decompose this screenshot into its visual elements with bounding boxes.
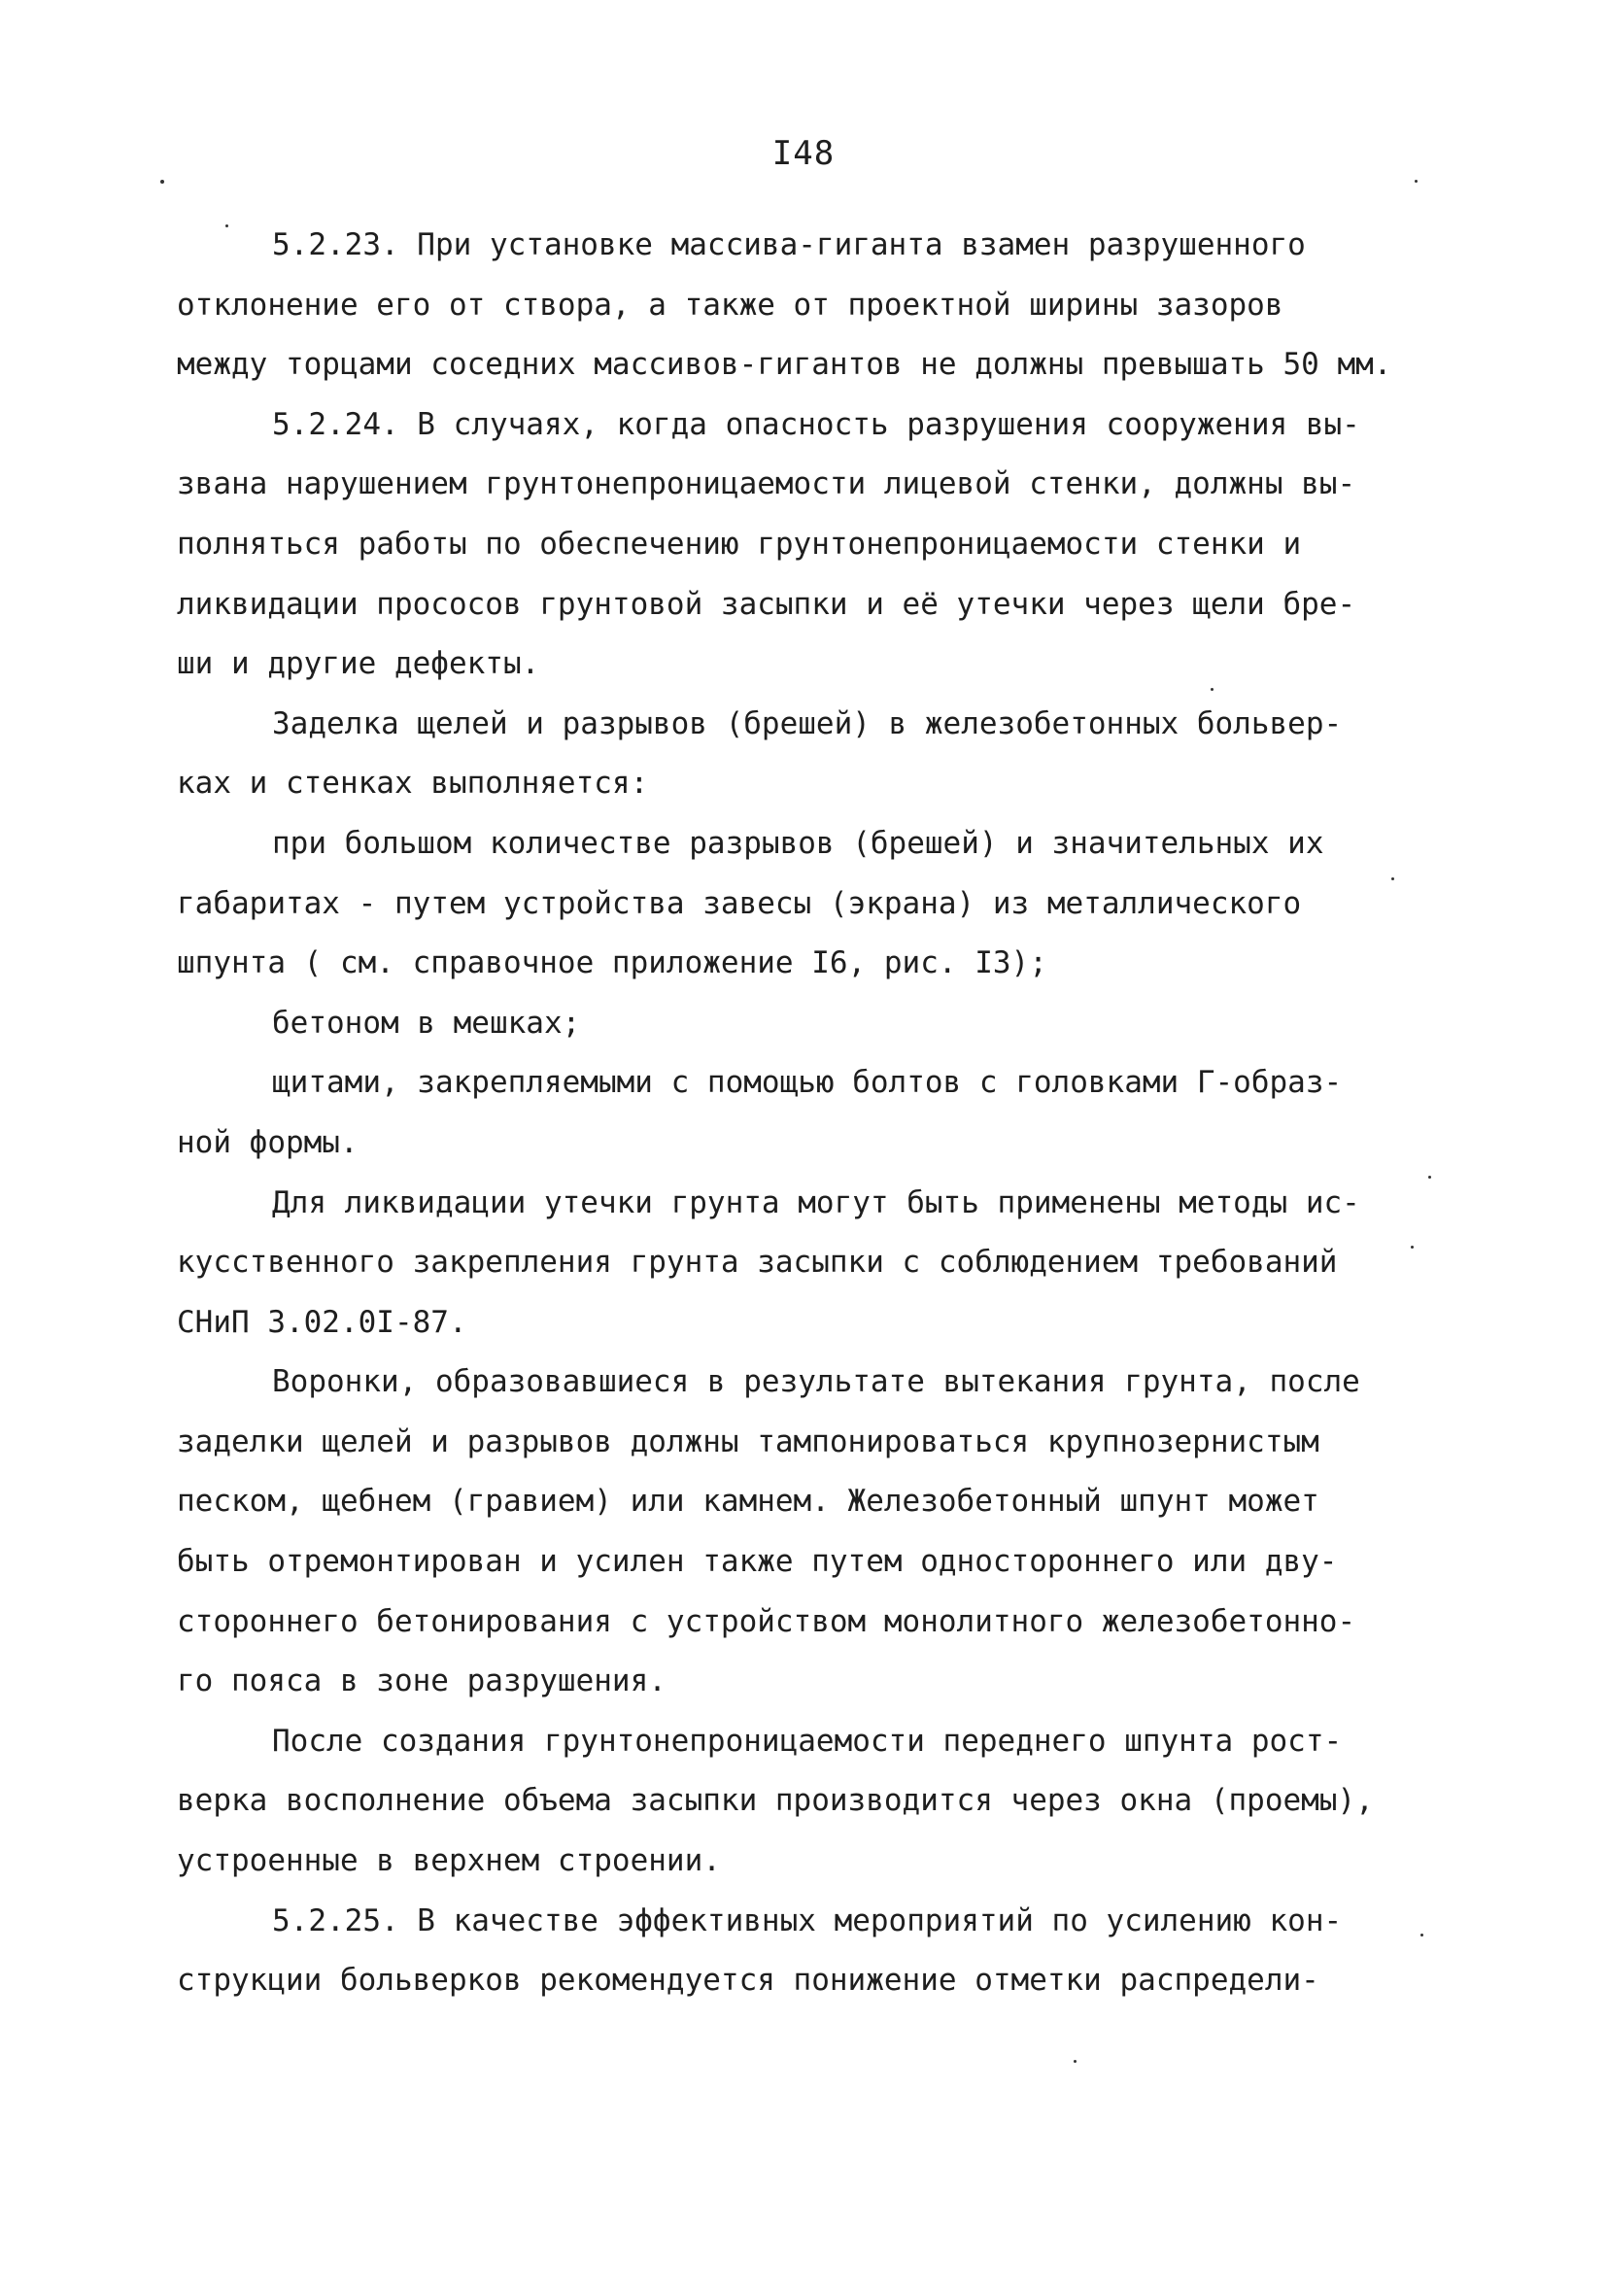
text-line: между торцами соседних массивов-гигантов не должны превышать 50 мм. <box>177 347 1392 383</box>
text-line: полняться работы по обеспечению грунтонепроницаемости стенки и <box>177 526 1302 562</box>
text-line: быть отремонтирован и усилен также путем одностороннего или дву- <box>177 1544 1338 1580</box>
text-line: ной формы. <box>177 1124 359 1160</box>
scan-speck <box>1428 1176 1431 1179</box>
text-line: устроенные в верхнем строении. <box>177 1843 721 1879</box>
text-line: заделки щелей и разрывов должны тампонироваться крупнозернистым <box>177 1423 1319 1459</box>
text-line: при большом количестве разрывов (брешей) и значительных их <box>272 825 1324 861</box>
text-line: Для ликвидации утечки грунта могут быть применены методы ис- <box>272 1184 1360 1220</box>
scan-speck <box>1074 2060 1077 2063</box>
text-line: кусственного закрепления грунта засыпки с соблюдением требований <box>177 1245 1338 1281</box>
scan-speck <box>1211 688 1214 691</box>
text-line: габаритах - путем устройства завесы (экрана) из металлического <box>177 885 1302 921</box>
text-line: верка восполнение объема засыпки производится через окна (проемы), <box>177 1783 1374 1819</box>
text-line: бетоном в мешках; <box>272 1005 581 1041</box>
text-line: шпунта ( см. справочное приложение I6, рис. I3); <box>177 945 1047 981</box>
text-line: ликвидации прососов грунтовой засыпки и её утечки через щели бре- <box>177 586 1356 622</box>
text-line: звана нарушением грунтонепроницаемости лицевой стенки, должны вы- <box>177 466 1356 502</box>
text-line: го пояса в зоне разрушения. <box>177 1663 667 1699</box>
text-line: щитами, закрепляемыми с помощью болтов с головками Г-образ- <box>272 1065 1343 1101</box>
text-line: СНиП 3.02.0I-87. <box>177 1304 467 1340</box>
text-line: Воронки, образовавшиеся в результате вытекания грунта, после <box>272 1364 1360 1400</box>
scan-speck <box>1391 877 1394 880</box>
page-number: I48 <box>771 134 836 173</box>
text-line: песком, щебнем (гравием) или камнем. Железобетонный шпунт может <box>177 1484 1319 1520</box>
scan-speck <box>160 180 164 184</box>
text-line: 5.2.23. При установке массива-гиганта взамен разрушенного <box>272 227 1306 262</box>
text-line: стороннего бетонирования с устройством монолитного железобетонно- <box>177 1603 1356 1639</box>
text-line: 5.2.24. В случаях, когда опасность разрушения сооружения вы- <box>272 406 1360 442</box>
text-line: Заделка щелей и разрывов (брешей) в железобетонных больвер- <box>272 705 1343 741</box>
scan-speck <box>225 224 228 227</box>
text-line: 5.2.25. В качестве эффективных мероприятий по усилению кон- <box>272 1902 1343 1938</box>
text-line: ках и стенках выполняется: <box>177 766 649 802</box>
scan-speck <box>1420 1934 1423 1936</box>
text-line: После создания грунтонепроницаемости переднего шпунта рост- <box>272 1723 1343 1759</box>
scan-speck <box>1411 1246 1414 1249</box>
text-line: отклонение его от створа, а также от проектной ширины зазоров <box>177 287 1283 323</box>
body-text <box>177 216 1430 2011</box>
text-line: струкции больверков рекомендуется понижение отметки распредели- <box>177 1963 1319 1999</box>
scan-speck <box>1415 180 1418 183</box>
text-line: ши и другие дефекты. <box>177 646 540 682</box>
